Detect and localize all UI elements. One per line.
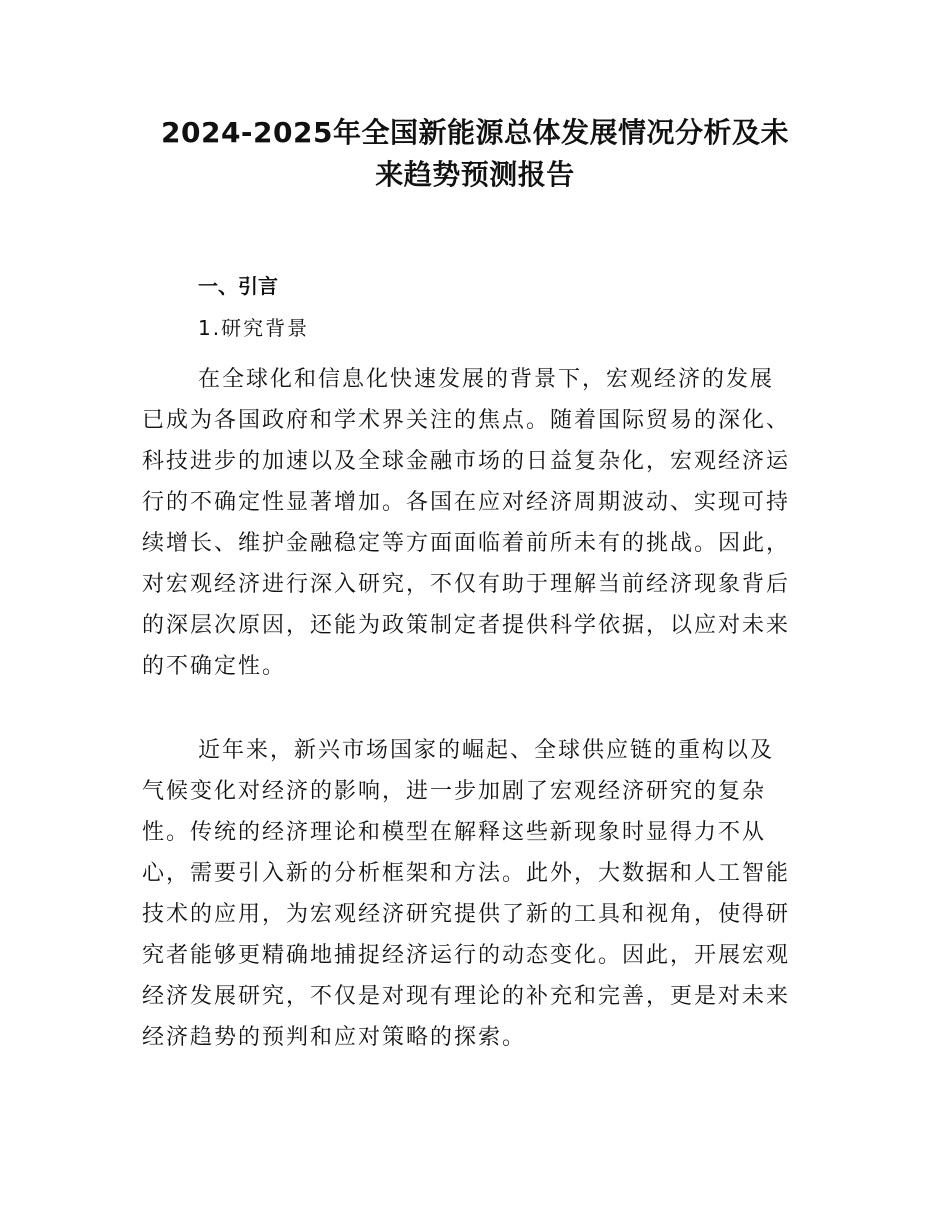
paragraph-line: 的不确定性。	[142, 654, 287, 679]
paragraph-line: 续增长、维护金融稳定等方面面临着前所未有的挑战。因此，	[142, 531, 791, 556]
paragraph-line: 气候变化对经济的影响，进一步加剧了宏观经济研究的复杂	[142, 779, 767, 804]
paragraph-line: 在全球化和信息化快速发展的背景下，宏观经济的发展	[198, 367, 775, 392]
paragraph-line: 性。传统的经济理论和模型在解释这些新现象时显得力不从	[142, 820, 767, 845]
paragraph-line: 究者能够更精确地捕捉经济运行的动态变化。因此，开展宏观	[142, 943, 791, 968]
paragraph-line: 近年来，新兴市场国家的崛起、全球供应链的重构以及	[198, 738, 775, 763]
paragraph-1	[142, 359, 822, 687]
paragraph-line: 行的不确定性显著增加。各国在应对经济周期波动、实现可持	[142, 490, 791, 515]
title-line-1: 2024-2025年全国新能源总体发展情况分析及未	[161, 116, 789, 149]
paragraph-2	[142, 730, 822, 1058]
paragraph-line: 心，需要引入新的分析框架和方法。此外，大数据和人工智能	[142, 861, 791, 886]
document-title	[120, 112, 830, 196]
paragraph-line: 技术的应用，为宏观经济研究提供了新的工具和视角，使得研	[142, 902, 791, 927]
paragraph-line: 经济发展研究，不仅是对现有理论的补充和完善，更是对未来	[142, 984, 791, 1009]
paragraph-line: 已成为各国政府和学术界关注的焦点。随着国际贸易的深化、	[142, 408, 791, 433]
title-line-2: 来趋势预测报告	[375, 158, 575, 191]
paragraph-line: 的深层次原因，还能为政策制定者提供科学依据，以应对未来	[142, 613, 791, 638]
subsection-heading: 1.研究背景	[198, 316, 310, 340]
paragraph-line: 经济趋势的预判和应对策略的探索。	[142, 1025, 527, 1050]
section-heading: 一、引言	[198, 274, 278, 298]
paragraph-line: 科技进步的加速以及全球金融市场的日益复杂化，宏观经济运	[142, 449, 791, 474]
paragraph-line: 对宏观经济进行深入研究，不仅有助于理解当前经济现象背后	[142, 572, 791, 597]
